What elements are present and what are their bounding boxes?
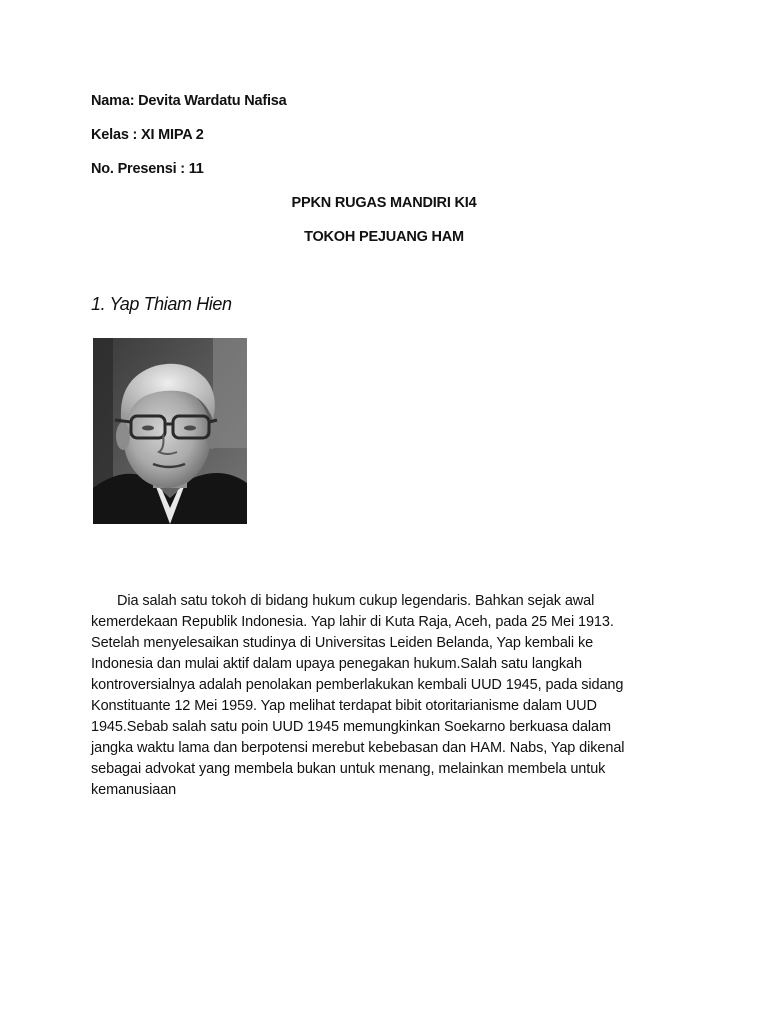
paragraph-line: kemerdekaan Republik Indonesia. Yap lahir di Kuta Raja, Aceh, pada 25 Mei 1913. (91, 614, 614, 630)
paragraph-line: sebagai advokat yang membela bukan untuk menang, melainkan membela untuk (91, 761, 606, 777)
paragraph-line: Indonesia dan mulai aktif dalam upaya penegakan hukum.Salah satu langkah (91, 656, 582, 672)
paragraph-line: kontroversialnya adalah penolakan pemberlakukan kembali UUD 1945, pada sidang (91, 677, 624, 693)
attendance-number: No. Presensi : 11 (91, 161, 204, 177)
student-class: Kelas : XI MIPA 2 (91, 127, 204, 143)
paragraph-line: Dia salah satu tokoh di bidang hukum cukup legendaris. Bahkan sejak awal (117, 593, 595, 609)
topic-title: TOKOH PEJUANG HAM (304, 229, 464, 245)
portrait-photo (93, 338, 247, 524)
section-title: 1. Yap Thiam Hien (91, 294, 232, 314)
paragraph-line: Setelah menyelesaikan studinya di Universitas Leiden Belanda, Yap kembali ke (91, 635, 594, 651)
paragraph-line: Konstituante 12 Mei 1959. Yap melihat terdapat bibit otoritarianisme dalam UUD (91, 698, 597, 714)
assignment-title: PPKN RUGAS MANDIRI KI4 (291, 195, 477, 211)
paragraph-line: kemanusiaan (91, 782, 177, 798)
student-name: Nama: Devita Wardatu Nafisa (91, 93, 287, 109)
biography-paragraph (91, 591, 671, 801)
paragraph-line: 1945.Sebab salah satu poin UUD 1945 memungkinkan Soekarno berkuasa dalam (91, 719, 611, 735)
paragraph-line: jangka waktu lama dan berpotensi merebut kebebasan dan HAM. Nabs, Yap dikenal (91, 740, 625, 756)
